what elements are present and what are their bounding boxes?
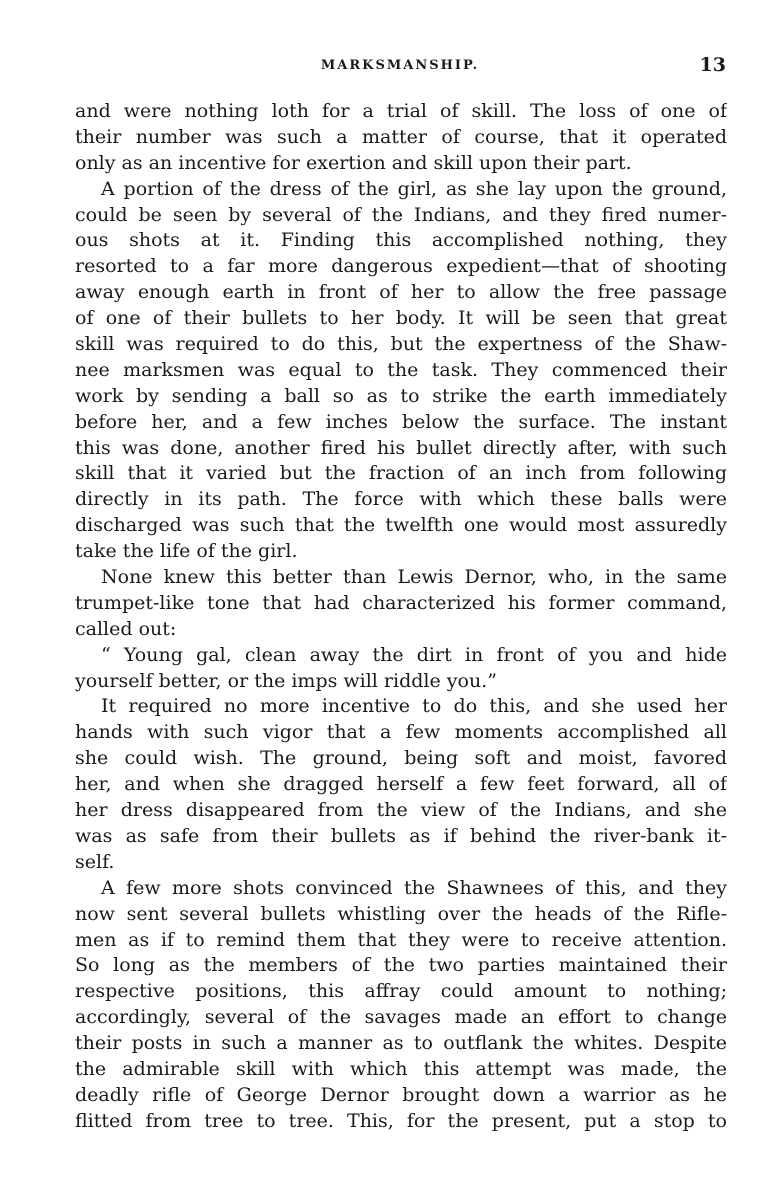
- text-line: could be seen by several of the Indians, and they fired numer-: [75, 203, 727, 226]
- text-line: A portion of the dress of the girl, as she lay upon the ground,: [101, 177, 727, 200]
- text-line: flitted from tree to tree. This, for the present, put a stop to: [75, 1109, 727, 1132]
- text-line: A few more shots convinced the Shawnees of this, and they: [101, 876, 727, 899]
- text-line: deadly rifle of George Dernor brought down a warrior as he: [75, 1083, 727, 1106]
- text-line: “ Young gal, clean away the dirt in front of you and hide: [101, 643, 727, 666]
- text-line: now sent several bullets whistling over the heads of the Rifle-: [75, 902, 727, 925]
- text-line: before her, and a few inches below the surface. The instant: [75, 410, 727, 433]
- text-line: accordingly, several of the savages made an effort to change: [75, 1006, 727, 1029]
- text-line: only as an incentive for exertion and skill upon their part.: [75, 151, 632, 174]
- text-line: respective positions, this affray could amount to nothing;: [75, 980, 727, 1003]
- text-line: None knew this better than Lewis Dernor, who, in the same: [101, 566, 727, 589]
- text-line: and were nothing loth for a trial of skill. The loss of one of: [75, 100, 727, 122]
- text-line: trumpet-like tone that had characterized his former command,: [75, 591, 727, 614]
- text-line: hands with such vigor that a few moments accomplished all: [75, 721, 727, 744]
- text-line: was as safe from their bullets as if behind the river-bank it-: [75, 824, 727, 847]
- text-line: directly in its path. The force with which these balls were: [75, 488, 727, 511]
- text-line: ous shots at it. Finding this accomplished nothing, they: [75, 229, 727, 252]
- text-line: called out:: [75, 617, 177, 640]
- text-line: away enough earth in front of her to allow the free passage: [75, 281, 727, 304]
- text-line: self.: [75, 850, 115, 873]
- text-line: work by sending a ball so as to strike the earth immediately: [75, 384, 727, 407]
- text-line: their posts in such a manner as to outflank the whites. Despite: [75, 1032, 727, 1055]
- text-line: of one of their bullets to her body. It will be seen that great: [75, 307, 727, 330]
- text-line: this was done, another fired his bullet directly after, with such: [75, 436, 727, 459]
- text-line: nee marksmen was equal to the task. They commenced their: [75, 358, 727, 381]
- text-line: discharged was such that the twelfth one would most assuredly: [75, 514, 727, 537]
- text-line: her dress disappeared from the view of the Indians, and she: [75, 799, 727, 822]
- text-line: skill was required to do this, but the expertness of the Shaw-: [75, 333, 727, 356]
- text-line: So long as the members of the two parties maintained their: [75, 954, 727, 977]
- running-title: MARKSMANSHIP.: [320, 58, 480, 73]
- text-line: yourself better, or the imps will riddle you.”: [75, 669, 497, 692]
- body-text: [75, 99, 727, 1135]
- text-line: skill that it varied but the fraction of an inch from following: [75, 462, 727, 485]
- text-line: the admirable skill with which this attempt was made, the: [75, 1057, 727, 1080]
- text-line: resorted to a far more dangerous expedient—that of shooting: [75, 255, 727, 278]
- text-line: she could wish. The ground, being soft and moist, favored: [75, 747, 727, 770]
- text-line: take the life of the girl.: [75, 540, 298, 563]
- text-line: men as if to remind them that they were to receive attention.: [75, 928, 727, 951]
- text-line: their number was such a matter of course, that it operated: [75, 125, 727, 148]
- page-number: 13: [699, 54, 726, 76]
- text-line: her, and when she dragged herself a few feet forward, all of: [75, 773, 727, 796]
- running-head: [74, 52, 726, 80]
- text-line: It required no more incentive to do this, and she used her: [101, 695, 727, 718]
